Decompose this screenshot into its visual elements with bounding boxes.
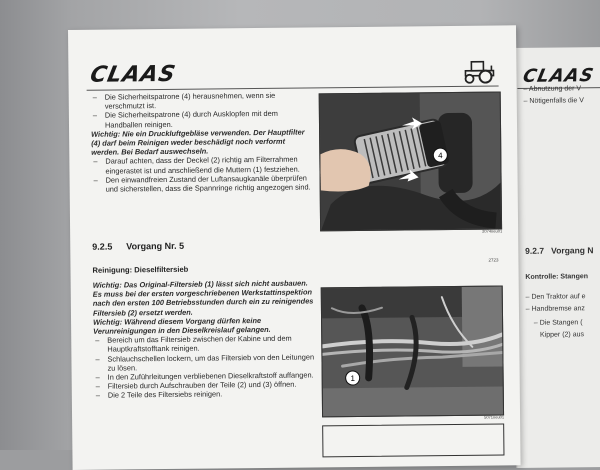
right-bullet-1: – Den Traktor auf e xyxy=(526,293,586,301)
right-page-logo: CLAAS xyxy=(521,65,596,87)
right-line-2: – Nötigenfalls die V xyxy=(524,97,584,105)
warning-text: Wichtig: Während diesem Vorgang dürfen keine Verunreinigungen in den Dieselkreislauf gelangen. xyxy=(93,315,315,336)
tractor-icon xyxy=(461,59,499,83)
bullet-item: – Filtersieb durch Aufschrauben der Teile (2) und (3) öffnen. xyxy=(94,380,316,392)
section-heading: 9.2.5 Vorgang Nr. 5 xyxy=(92,241,184,252)
next-image-frame xyxy=(322,423,504,457)
right-page xyxy=(512,47,600,468)
bullet-item: – Schlauchschellen lockern, um das Filtersieb von den Leitungen zu lösen. xyxy=(93,352,315,373)
bottom-text-column xyxy=(93,278,316,400)
claas-logo: CLAAS xyxy=(88,62,178,88)
image1-code: 2074neu01 xyxy=(482,228,502,233)
image2-code: 5071neu01 xyxy=(484,414,504,419)
diesel-filter-photo xyxy=(321,285,504,417)
bullet-item: – Die Sicherheitspatrone (4) herausnehmen, wenn sie verschmutzt ist. xyxy=(91,90,313,111)
right-bullet-4: Kipper (2) aus xyxy=(526,331,584,339)
callout-4: 4 xyxy=(438,151,443,160)
warning-text: Wichtig: Das Original-Filtersieb (1) lässt sich nicht ausbauen. Es muss bei der ersten vorgeschriebenen Werkstattinspektion nach den ersten 100 Betriebsstunden durch ein zu reinigendes Filtersieb (2) ersetzt werden. xyxy=(93,278,315,317)
right-bullet-3: – Die Stangen ( xyxy=(526,319,583,327)
bullet-item: – Die 2 Teile des Filtersiebs reinigen. xyxy=(94,389,316,401)
right-section-heading: 9.2.7 Vorgang N xyxy=(525,245,593,256)
callout-1: 1 xyxy=(350,374,355,383)
bullet-item: – Darauf achten, dass der Deckel (2) richtig am Filterrahmen eingerastet ist und anschließend die Muttern (1) festziehen. xyxy=(91,155,313,176)
bullet-item: – Den einwandfreien Zustand der Luftansaugkanäle überprüfen und sicherstellen, dass die Spannringe richtig angezogen sind. xyxy=(92,173,314,194)
bullet-item: – Die Sicherheitspatrone (4) durch Ausklopfen mit dem Handballen reinigen. xyxy=(91,109,313,130)
bullet-item: – In den Zuführleitungen verbliebenen Dieselkraftstoff auffangen. xyxy=(94,370,316,382)
right-line-1: – Abnutzung der V xyxy=(523,85,581,93)
bullet-item: – Bereich um das Filtersieb zwischen der Kabine und dem Hauptkraftstofftank reinigen. xyxy=(93,334,315,355)
page-ref: 2723 xyxy=(488,258,498,263)
diesel-lines-illustration xyxy=(322,286,503,416)
right-bullet-2: – Handbremse anz xyxy=(526,305,585,313)
top-text-column xyxy=(91,90,314,194)
warning-text: Wichtig: Nie ein Druckluftgebläse verwenden. Der Hauptfilter (4) darf beim Reinigen weder beschädigt noch verformt werden. Bei Bedarf auswechseln. xyxy=(91,127,313,157)
section-subtitle: Reinigung: Dieselfiltersieb xyxy=(92,265,188,275)
manual-page xyxy=(68,25,521,470)
air-filter-illustration xyxy=(320,92,501,230)
right-subtitle: Kontrolle: Stangen xyxy=(525,273,588,281)
air-filter-photo xyxy=(319,91,502,231)
